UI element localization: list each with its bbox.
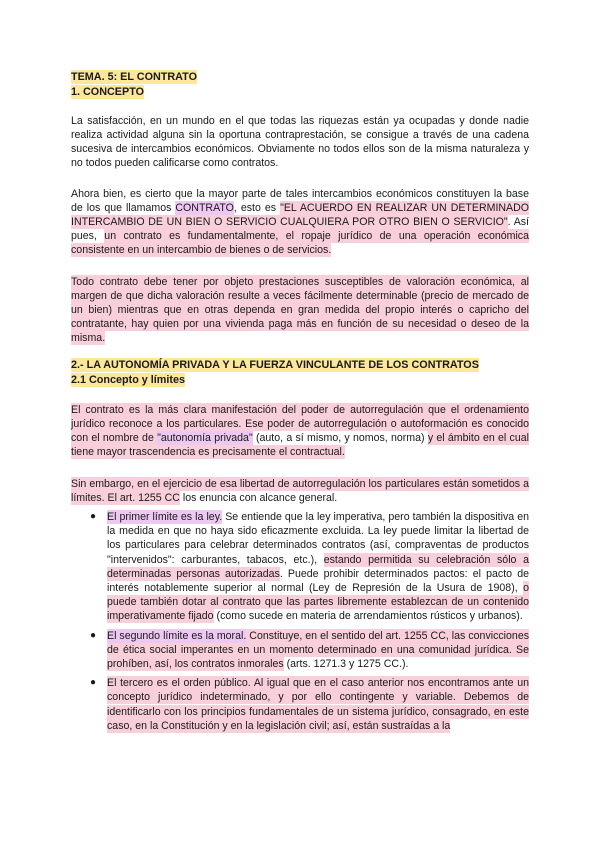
concepto-heading: 1. CONCEPTO [71,86,144,98]
section-2-subtitle: 2.1 Concepto y límites [71,374,185,386]
p5-text: Sin embargo, en el ejercicio de esa libertad de autorregulación los particulares están sometidos a límites. [71,477,529,504]
b1-text: Se entiende que la ley imperativa, pero también la dispositiva en la medida en que no haya sido eficazmente excluida. La ley puede limitar la libertad de los particulares para celebrar determinados contratos (así, compraventas de productos "intervenidos": carburantes, tabacos, etc.), [107,511,529,566]
section-2-title: 2.- LA AUTONOMÍA PRIVADA Y LA FUERZA VINCULANTE DE LOS CONTRATOS [71,359,479,371]
p2-text-3: . Así pues, [71,216,529,243]
p2-text: Ahora bien, es cierto que la mayor parte de tales intercambios económicos constituyen la base de los que llamamos [71,187,529,214]
p4-text-2: (auto, a sí mismo, y nomos, norma) [252,432,428,444]
first-limit-law: El primer límite es la ley. [107,511,223,523]
bullet-icon: ● [90,629,97,641]
art-1255-reference: El art. 1255 CC [107,491,180,504]
third-limit-public-order: El tercero es el orden público. [107,677,251,690]
list-item [88,676,529,733]
b2-text: Constituye, en el sentido del [246,629,386,642]
autonomia-privada-term: "autonomía privada" [157,432,253,444]
contract-definition: "EL ACUERDO EN REALIZAR UN DETERMINADO INTERCAMBIO DE UN BIEN O SERVICIO CUALQUIERA POR OTRO BIEN O SERVICIO" [71,201,529,228]
paragraph-3 [71,275,529,346]
title-block [71,70,529,100]
section-2-heading [71,358,529,388]
b3-text: Al igual que en el caso anterior nos encontramos ante un concepto jurídico indeterminado, y por ello contingente y variable. Debemos de identificarlo con los principios fundamentales de un sistema jurídico, consagrado, en este caso, en la Constitución y en la legislación civil; así, están sustraídas a la [107,677,529,732]
b1-highlight-2: o puede también dotar al contrato que las partes libremente establezcan de un contenido imperativamente fijado [107,582,529,623]
list-item [88,629,529,672]
p3-text: Todo contrato debe tener por objeto prestaciones susceptibles de valoración económica, al margen de que dicha valoración resulte a veces fácilmente determinable (precio de mercado de un bien) mientras que en otras dependa en gran medida del propio interés o capricho del contratante, hay quien por una vivienda paga más en función de su necesidad o deseo de la misma. [71,275,529,345]
p4-text: es la más clara manifestación del poder de autorregulación que el ordenamiento jurídico reconoce a los particulares. Ese poder de autorregulación o autoformación es conocido con el nombre de [71,403,529,444]
paragraph-2 [71,187,529,258]
tema-title: TEMA. 5: EL CONTRATO [71,71,197,83]
bullet-icon: ● [90,511,97,522]
b2-text-2: , las convicciones de ética social imperantes en un momento determinado en una comunidad jurídica. Se prohíben, así, los contratos inmorales [107,629,530,671]
b2-art-reference: art. 1255 CC [385,629,446,642]
contract-essence: un contrato es fundamentalmente, el ropaje jurídico de una operación económica consistente en un intercambio de bienes o de servicios. [71,230,529,257]
bullet-icon: ● [90,677,97,689]
p4-text-3: y el ámbito en el cual tiene mayor trascendencia es precisamente el contractual. [71,432,529,459]
b1-text-2: . Puede prohibir determinados pactos: el pacto de interés notablemente superior al normal (Ley de Represión de la Usura de 1908), [107,567,529,595]
paragraph-5 [71,477,529,505]
b1-text-3: (como sucede en materia de arrendamientos rústicos y urbanos). [213,610,523,623]
el-contrato: El contrato [71,403,124,416]
paragraph-1: La satisfacción, en un mundo en el que todas las riquezas están ya ocupadas y donde nadie realiza actividad alguna sin la oportuna contraprestación, se consigue a través de una cadena sucesiva de intercambios económicos. Obviamente no todos ellos son de la misma naturaleza y no todos pueden calificarse como contratos. [71,114,529,170]
p5-text-2: los enuncia con alcance general. [179,491,338,504]
paragraph-4 [71,403,529,460]
contrato-term: CONTRATO [175,201,234,214]
b2-text-3: (arts. 1271.3 y 1275 CC.). [283,658,409,671]
list-item [88,510,529,624]
second-limit-moral: El segundo límite es la moral. [107,629,247,642]
b1-highlight: estando permitida su celebración sólo a determinadas personas autorizadas [107,553,529,580]
limits-list [88,510,529,738]
p2-text-2: , esto es [233,201,281,214]
